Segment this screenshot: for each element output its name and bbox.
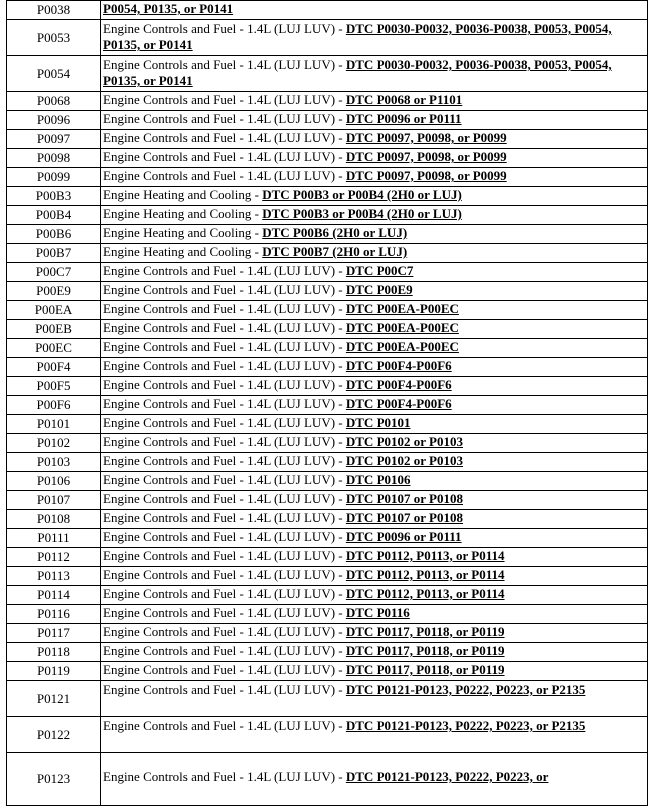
table-row xyxy=(7,168,648,187)
dtc-description-cell xyxy=(101,434,648,453)
dtc-description-cell xyxy=(101,282,648,301)
dtc-code-cell: P00B6 xyxy=(7,225,101,244)
system-label: Engine Controls and Fuel - 1.4L (LUJ LUV) - xyxy=(103,548,346,563)
dtc-procedure-link[interactable]: DTC P0121-P0123, P0222, P0223, or P2135 xyxy=(345,718,586,733)
dtc-procedure-link[interactable]: DTC P00EA-P00EC xyxy=(345,320,459,335)
table-row xyxy=(7,56,648,92)
dtc-procedure-link[interactable]: DTC P0097, P0098, or P0099 xyxy=(345,130,507,145)
dtc-code-cell: P0119 xyxy=(7,662,101,681)
dtc-procedure-link[interactable]: DTC P0101 xyxy=(345,415,411,430)
table-row xyxy=(7,206,648,225)
dtc-description-cell xyxy=(101,548,648,567)
dtc-code-cell: P0108 xyxy=(7,510,101,529)
dtc-description-cell xyxy=(101,377,648,396)
dtc-code-cell: P0114 xyxy=(7,586,101,605)
table-row xyxy=(7,491,648,510)
system-label: Engine Controls and Fuel - 1.4L (LUJ LUV) - xyxy=(103,168,346,183)
dtc-code-cell: P0103 xyxy=(7,453,101,472)
dtc-procedure-link[interactable]: DTC P0068 or P1101 xyxy=(345,92,463,107)
dtc-procedure-link[interactable]: DTC P0112, P0113, or P0114 xyxy=(345,567,505,582)
dtc-description-cell xyxy=(101,56,648,92)
dtc-description-cell xyxy=(101,605,648,624)
system-label: Engine Controls and Fuel - 1.4L (LUJ LUV) - xyxy=(103,605,346,620)
dtc-description-cell xyxy=(101,187,648,206)
dtc-code-cell: P0122 xyxy=(7,717,101,753)
dtc-code-cell: P0097 xyxy=(7,130,101,149)
dtc-code-cell: P0106 xyxy=(7,472,101,491)
system-label: Engine Controls and Fuel - 1.4L (LUJ LUV) - xyxy=(103,415,346,430)
dtc-description-cell xyxy=(101,130,648,149)
table-row xyxy=(7,301,648,320)
system-label: Engine Controls and Fuel - 1.4L (LUJ LUV) - xyxy=(103,377,346,392)
dtc-description-cell xyxy=(101,206,648,225)
dtc-code-cell: P0118 xyxy=(7,643,101,662)
table-row xyxy=(7,111,648,130)
system-label: Engine Controls and Fuel - 1.4L (LUJ LUV) - xyxy=(103,586,346,601)
dtc-code-cell: P00C7 xyxy=(7,263,101,282)
system-label: Engine Controls and Fuel - 1.4L (LUJ LUV) - xyxy=(103,643,346,658)
dtc-description-cell xyxy=(101,510,648,529)
dtc-code-cell: P00EB xyxy=(7,320,101,339)
dtc-description-cell xyxy=(101,491,648,510)
table-row xyxy=(7,20,648,56)
system-label: Engine Controls and Fuel - 1.4L (LUJ LUV) - xyxy=(103,718,346,733)
dtc-description-cell xyxy=(101,320,648,339)
dtc-procedure-link[interactable]: DTC P00B7 (2H0 or LUJ) xyxy=(262,244,408,259)
dtc-code-cell: P0054 xyxy=(7,56,101,92)
dtc-code-cell: P0101 xyxy=(7,415,101,434)
system-label: Engine Controls and Fuel - 1.4L (LUJ LUV) - xyxy=(103,510,346,525)
dtc-description-cell xyxy=(101,301,648,320)
dtc-procedure-link[interactable]: DTC P0096 or P0111 xyxy=(345,111,462,126)
dtc-procedure-link[interactable]: DTC P0121-P0123, P0222, P0223, or P2135 xyxy=(345,682,586,697)
system-label: Engine Controls and Fuel - 1.4L (LUJ LUV) - xyxy=(103,57,346,72)
dtc-description-cell xyxy=(101,1,648,20)
dtc-procedure-link[interactable]: DTC P0102 or P0103 xyxy=(345,434,463,449)
dtc-code-cell: P0099 xyxy=(7,168,101,187)
dtc-code-cell: P0068 xyxy=(7,92,101,111)
table-row xyxy=(7,567,648,586)
table-row xyxy=(7,377,648,396)
table-row xyxy=(7,358,648,377)
dtc-description-cell xyxy=(101,225,648,244)
dtc-description-cell xyxy=(101,92,648,111)
dtc-code-cell: P00E9 xyxy=(7,282,101,301)
dtc-procedure-link[interactable]: DTC P0097, P0098, or P0099 xyxy=(345,168,507,183)
system-label: Engine Controls and Fuel - 1.4L (LUJ LUV) - xyxy=(103,301,346,316)
dtc-procedure-link[interactable]: DTC P0096 or P0111 xyxy=(345,529,462,544)
dtc-procedure-link[interactable]: P0054, P0135, or P0141 xyxy=(103,1,234,16)
dtc-procedure-link[interactable]: DTC P0107 or P0108 xyxy=(345,491,463,506)
dtc-procedure-link[interactable]: DTC P0117, P0118, or P0119 xyxy=(345,662,505,677)
dtc-code-cell: P00F6 xyxy=(7,396,101,415)
system-label: Engine Controls and Fuel - 1.4L (LUJ LUV) - xyxy=(103,453,346,468)
dtc-description-cell xyxy=(101,753,648,806)
system-label: Engine Controls and Fuel - 1.4L (LUJ LUV) - xyxy=(103,92,346,107)
dtc-code-cell: P0107 xyxy=(7,491,101,510)
system-label: Engine Controls and Fuel - 1.4L (LUJ LUV) - xyxy=(103,358,346,373)
dtc-procedure-link[interactable]: DTC P0117, P0118, or P0119 xyxy=(345,643,505,658)
dtc-procedure-link[interactable]: DTC P0030-P0032, P0036-P0038, P0053, P0054, P0135, or P0141 xyxy=(103,57,612,88)
system-label: Engine Controls and Fuel - 1.4L (LUJ LUV) - xyxy=(103,320,346,335)
dtc-procedure-link[interactable]: DTC P00B3 or P00B4 (2H0 or LUJ) xyxy=(262,187,462,202)
dtc-procedure-link[interactable]: DTC P0112, P0113, or P0114 xyxy=(345,586,505,601)
table-row xyxy=(7,263,648,282)
system-label: Engine Controls and Fuel - 1.4L (LUJ LUV) - xyxy=(103,130,346,145)
table-row xyxy=(7,753,648,806)
table-row xyxy=(7,339,648,358)
system-label: Engine Controls and Fuel - 1.4L (LUJ LUV) - xyxy=(103,491,346,506)
table-row xyxy=(7,529,648,548)
dtc-procedure-link[interactable]: DTC P0121-P0123, P0222, P0223, or xyxy=(345,769,549,784)
system-label: Engine Controls and Fuel - 1.4L (LUJ LUV) - xyxy=(103,434,346,449)
dtc-procedure-link[interactable]: DTC P0107 or P0108 xyxy=(345,510,463,525)
dtc-description-cell xyxy=(101,717,648,753)
dtc-code-cell: P0123 xyxy=(7,753,101,806)
dtc-procedure-link[interactable]: DTC P00C7 xyxy=(345,263,414,278)
table-row xyxy=(7,187,648,206)
dtc-index-table xyxy=(6,0,648,806)
dtc-code-cell: P0121 xyxy=(7,681,101,717)
dtc-description-cell xyxy=(101,662,648,681)
system-label: Engine Heating and Cooling - xyxy=(103,225,263,240)
dtc-code-cell: P0038 xyxy=(7,1,101,20)
table-row xyxy=(7,149,648,168)
table-row xyxy=(7,681,648,717)
system-label: Engine Controls and Fuel - 1.4L (LUJ LUV) - xyxy=(103,282,346,297)
table-row xyxy=(7,320,648,339)
table-row xyxy=(7,586,648,605)
table-row xyxy=(7,717,648,753)
system-label: Engine Controls and Fuel - 1.4L (LUJ LUV) - xyxy=(103,624,346,639)
dtc-code-cell: P0102 xyxy=(7,434,101,453)
dtc-description-cell xyxy=(101,244,648,263)
dtc-code-cell: P0098 xyxy=(7,149,101,168)
table-row xyxy=(7,282,648,301)
dtc-description-cell xyxy=(101,472,648,491)
system-label: Engine Heating and Cooling - xyxy=(103,187,263,202)
table-row xyxy=(7,643,648,662)
system-label: Engine Controls and Fuel - 1.4L (LUJ LUV) - xyxy=(103,263,346,278)
system-label: Engine Controls and Fuel - 1.4L (LUJ LUV) - xyxy=(103,472,346,487)
system-label: Engine Controls and Fuel - 1.4L (LUJ LUV) - xyxy=(103,529,346,544)
dtc-code-cell: P00F4 xyxy=(7,358,101,377)
dtc-code-cell: P0053 xyxy=(7,20,101,56)
table-row xyxy=(7,434,648,453)
dtc-description-cell xyxy=(101,643,648,662)
system-label: Engine Controls and Fuel - 1.4L (LUJ LUV) - xyxy=(103,339,346,354)
system-label: Engine Controls and Fuel - 1.4L (LUJ LUV) - xyxy=(103,567,346,582)
dtc-description-cell xyxy=(101,681,648,717)
dtc-description-cell xyxy=(101,529,648,548)
table-row xyxy=(7,130,648,149)
dtc-procedure-link[interactable]: DTC P00E9 xyxy=(345,282,413,297)
dtc-procedure-link[interactable]: DTC P00B6 (2H0 or LUJ) xyxy=(262,225,408,240)
dtc-procedure-link[interactable]: DTC P00B3 or P00B4 (2H0 or LUJ) xyxy=(262,206,462,221)
dtc-description-cell xyxy=(101,624,648,643)
table-row xyxy=(7,605,648,624)
dtc-code-cell: P00F5 xyxy=(7,377,101,396)
dtc-procedure-link[interactable]: DTC P0116 xyxy=(345,605,410,620)
dtc-description-cell xyxy=(101,149,648,168)
dtc-table-body xyxy=(7,1,648,806)
table-row xyxy=(7,225,648,244)
dtc-description-cell xyxy=(101,111,648,130)
dtc-code-cell: P00EC xyxy=(7,339,101,358)
dtc-procedure-link[interactable]: DTC P0030-P0032, P0036-P0038, P0053, P0054, P0135, or P0141 xyxy=(103,21,612,52)
dtc-code-cell: P0117 xyxy=(7,624,101,643)
dtc-procedure-link[interactable]: DTC P00F4-P00F6 xyxy=(345,396,452,411)
dtc-description-cell xyxy=(101,586,648,605)
dtc-procedure-link[interactable]: DTC P00EA-P00EC xyxy=(345,301,459,316)
dtc-description-cell xyxy=(101,168,648,187)
table-row xyxy=(7,415,648,434)
table-row xyxy=(7,453,648,472)
system-label: Engine Controls and Fuel - 1.4L (LUJ LUV) - xyxy=(103,662,346,677)
table-row xyxy=(7,662,648,681)
dtc-procedure-link[interactable]: DTC P0106 xyxy=(345,472,411,487)
dtc-description-cell xyxy=(101,396,648,415)
dtc-description-cell xyxy=(101,263,648,282)
dtc-code-cell: P0113 xyxy=(7,567,101,586)
dtc-code-cell: P00B7 xyxy=(7,244,101,263)
dtc-description-cell xyxy=(101,567,648,586)
dtc-code-cell: P0111 xyxy=(7,529,101,548)
dtc-code-cell: P0116 xyxy=(7,605,101,624)
dtc-description-cell xyxy=(101,358,648,377)
system-label: Engine Controls and Fuel - 1.4L (LUJ LUV) - xyxy=(103,111,346,126)
system-label: Engine Controls and Fuel - 1.4L (LUJ LUV) - xyxy=(103,149,346,164)
table-row xyxy=(7,92,648,111)
table-row xyxy=(7,472,648,491)
table-row xyxy=(7,510,648,529)
table-row xyxy=(7,1,648,20)
dtc-procedure-link[interactable]: DTC P0097, P0098, or P0099 xyxy=(345,149,507,164)
dtc-procedure-link[interactable]: DTC P00F4-P00F6 xyxy=(345,377,452,392)
system-label: Engine Controls and Fuel - 1.4L (LUJ LUV) - xyxy=(103,21,346,36)
dtc-code-cell: P00B4 xyxy=(7,206,101,225)
dtc-description-cell xyxy=(101,453,648,472)
table-row xyxy=(7,624,648,643)
system-label: Engine Controls and Fuel - 1.4L (LUJ LUV) - xyxy=(103,769,346,784)
dtc-procedure-link[interactable]: DTC P0102 or P0103 xyxy=(345,453,463,468)
system-label: Engine Controls and Fuel - 1.4L (LUJ LUV) - xyxy=(103,682,346,697)
dtc-code-cell: P0112 xyxy=(7,548,101,567)
system-label: Engine Heating and Cooling - xyxy=(103,206,263,221)
dtc-procedure-link[interactable]: DTC P00F4-P00F6 xyxy=(345,358,452,373)
table-row xyxy=(7,244,648,263)
dtc-procedure-link[interactable]: DTC P0117, P0118, or P0119 xyxy=(345,624,505,639)
dtc-code-cell: P00EA xyxy=(7,301,101,320)
dtc-description-cell xyxy=(101,415,648,434)
dtc-procedure-link[interactable]: DTC P00EA-P00EC xyxy=(345,339,459,354)
table-row xyxy=(7,548,648,567)
dtc-code-cell: P00B3 xyxy=(7,187,101,206)
dtc-description-cell xyxy=(101,339,648,358)
table-row xyxy=(7,396,648,415)
dtc-description-cell xyxy=(101,20,648,56)
system-label: Engine Heating and Cooling - xyxy=(103,244,263,259)
system-label: Engine Controls and Fuel - 1.4L (LUJ LUV) - xyxy=(103,396,346,411)
dtc-code-cell: P0096 xyxy=(7,111,101,130)
dtc-procedure-link[interactable]: DTC P0112, P0113, or P0114 xyxy=(345,548,505,563)
